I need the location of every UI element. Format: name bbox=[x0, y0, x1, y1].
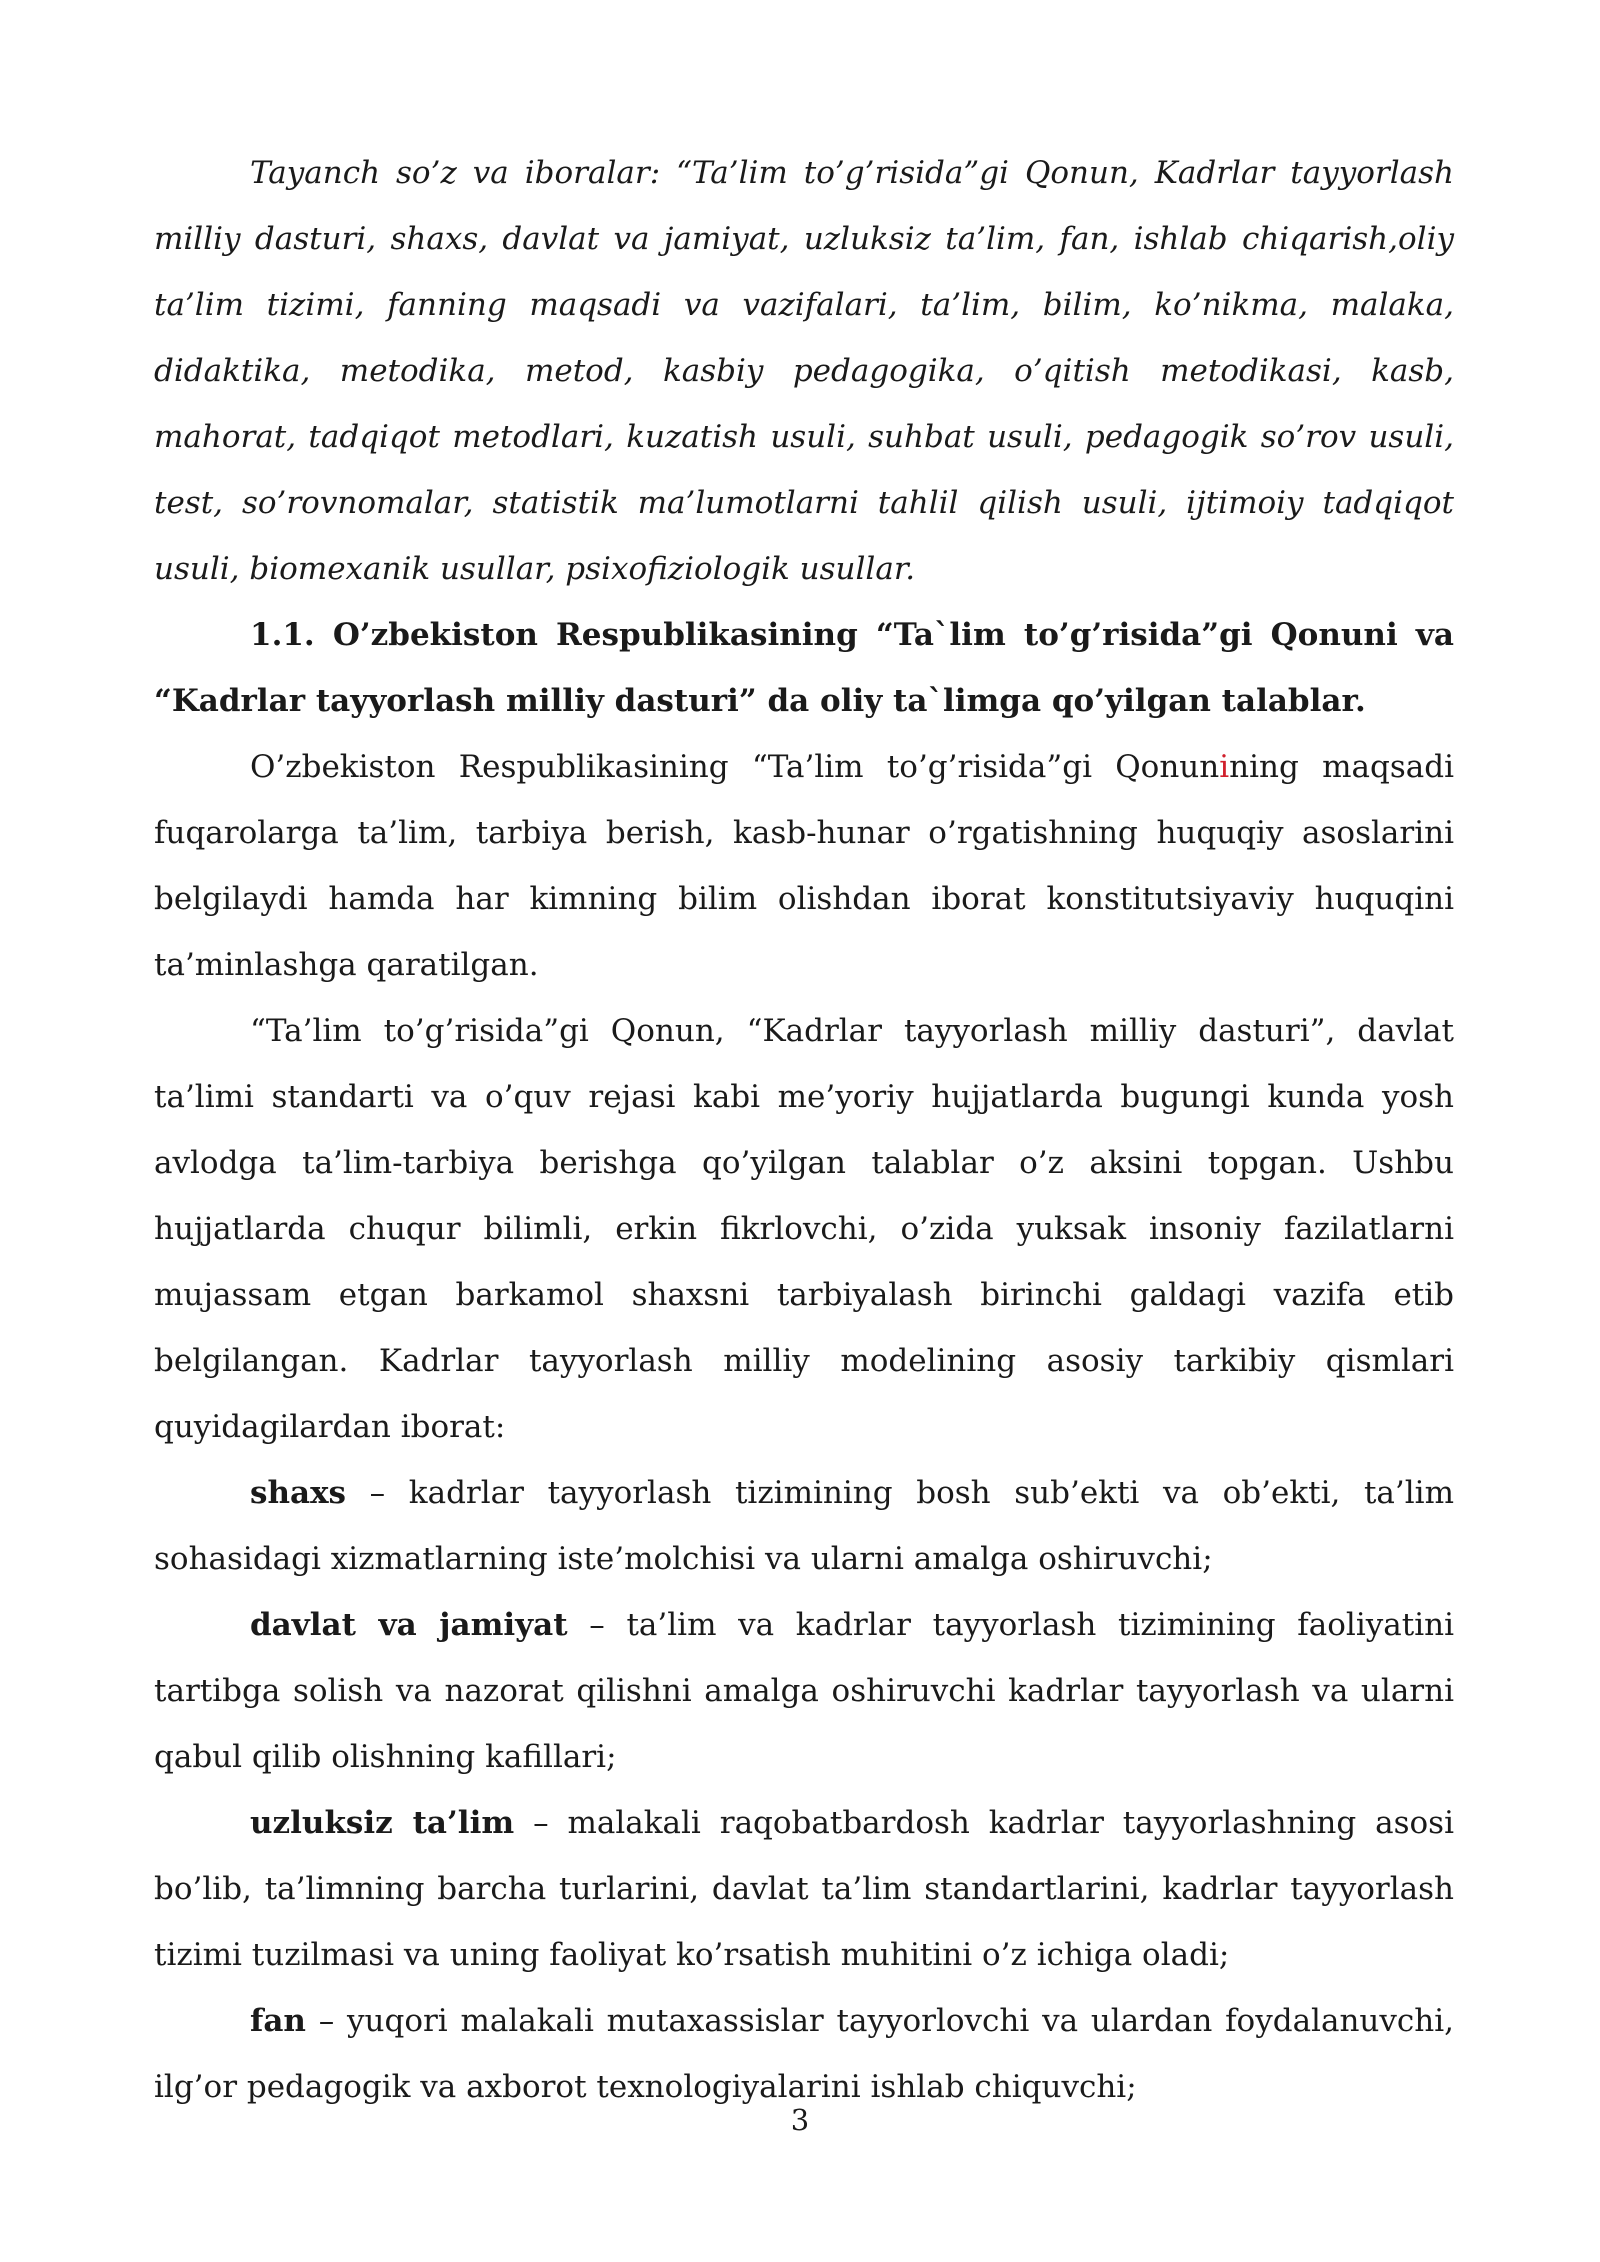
page-number: 3 bbox=[790, 2103, 810, 2137]
definition-text: – kadrlar tayyorlash tizimining bosh sub’ekti va ob’ekti, ta’lim sohasidagi xizmatlarning iste’molchisi va ularni amalga oshiruvchi; bbox=[154, 1475, 1454, 1577]
definition-uzluksiz-talim bbox=[154, 1790, 1454, 1988]
definition-term: shaxs bbox=[250, 1475, 347, 1511]
highlighted-letter: i bbox=[1219, 749, 1230, 785]
definition-term: uzluksiz ta’lim bbox=[250, 1805, 515, 1841]
definition-shaxs bbox=[154, 1460, 1454, 1592]
paragraph-law-purpose-end: ning maqsadi fuqarolarga ta’lim, tarbiya berish, kasb-hunar o’rgatishning huquqiy asoslarini belgilaydi hamda har kimning bilim olishdan iborat konstitutsiyaviy huquqini ta’minlashga qaratilgan. bbox=[154, 749, 1455, 983]
definition-text: – malakali raqobatbardosh kadrlar tayyorlashning asosi bo’lib, ta’limning barcha turlarini, davlat ta’lim standartlarini, kadrlar tayyorlash tizimi tuzilmasi va uning faoliyat ko’rsatish muhitini o’z ichiga oladi; bbox=[154, 1805, 1454, 1973]
definition-term: davlat va jamiyat bbox=[250, 1607, 568, 1643]
paragraph-law-purpose bbox=[154, 734, 1454, 998]
definition-term: fan bbox=[250, 2003, 306, 2039]
definition-text: – ta’lim va kadrlar tayyorlash tizimining faoliyatini tartibga solish va nazorat qilishni amalga oshiruvchi kadrlar tayyorlash va ularni qabul qilib olishning kafillari; bbox=[154, 1607, 1454, 1775]
document-page bbox=[154, 140, 1454, 2120]
keywords-paragraph: Tayanch so’z va iboralar: “Ta’lim to’g’risida”gi Qonun, Kadrlar tayyorlash milliy dasturi, shaxs, davlat va jamiyat, uzluksiz ta’lim, fan, ishlab chiqarish,oliy ta’lim tizimi, fanning maqsadi va vazifalari, ta’lim, bilim, ko’nikma, malaka, didaktika, metodika, metod, kasbiy pedagogika, o’qitish metodikasi, kasb, mahorat, tadqiqot metodlari, kuzatish usuli, suhbat usuli, pedagogik so’rov usuli, test, so’rovnomalar, statistik ma’lumotlarni tahlil qilish usuli, ijtimoiy tadqiqot usuli, biomexanik usullar, psixofiziologik usullar. bbox=[154, 155, 1454, 587]
paragraph-law-purpose-start: O’zbekiston Respublikasining “Ta’lim to’g’risida”gi Qonun bbox=[250, 749, 1220, 785]
definition-davlat-va-jamiyat bbox=[154, 1592, 1454, 1790]
paragraph-normative-documents: “Ta’lim to’g’risida”gi Qonun, “Kadrlar tayyorlash milliy dasturi”, davlat ta’limi standarti va o’quv rejasi kabi me’yoriy hujjatlarda bugungi kunda yosh avlodga ta’lim-tarbiya berishga qo’yilgan talablar o’z aksini topgan. Ushbu hujjatlarda chuqur bilimli, erkin fikrlovchi, o’zida yuksak insoniy fazilatlarni mujassam etgan barkamol shaxsni tarbiyalash birinchi galdagi vazifa etib belgilangan. Kadrlar tayyorlash milliy modelining asosiy tarkibiy qismlari quyidagilardan iborat: bbox=[154, 1013, 1454, 1445]
section-heading: 1.1. O’zbekiston Respublikasining “Ta`lim to’g’risida”gi Qonuni va “Kadrlar tayyorlash milliy dasturi” da oliy ta`limga qo’yilgan talablar. bbox=[154, 617, 1454, 719]
definition-text: – yuqori malakali mutaxassislar tayyorlovchi va ulardan foydalanuvchi, ilg’or pedagogik va axborot texnologiyalarini ishlab chiquvchi; bbox=[154, 2003, 1454, 2105]
